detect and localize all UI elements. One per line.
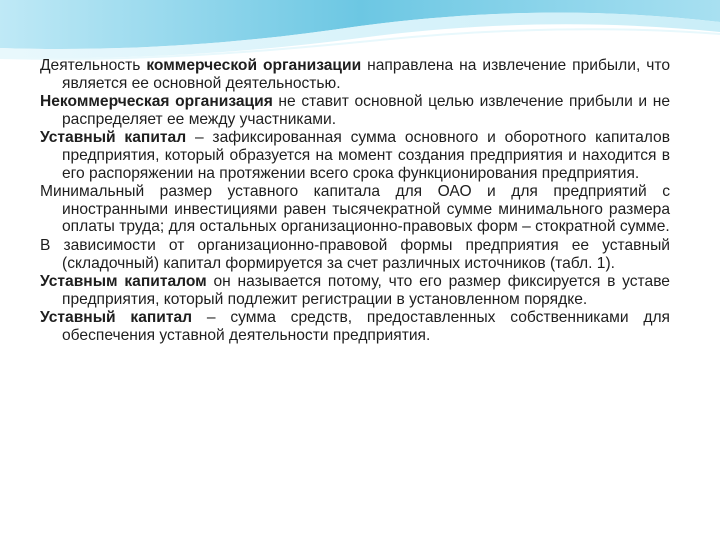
paragraph-minimum-capital bbox=[40, 183, 670, 236]
paragraph-2-text: не ставит основной целью извлечение прибыли и не распределяет ее между участниками. bbox=[62, 93, 671, 128]
paragraph-6-term: Уставным капиталом bbox=[40, 273, 207, 291]
paragraph-3-text: – зафиксированная сумма основного и оборотного капиталов предприятия, который образуется на момент создания предприятия и находится в его распоряжении на протяжении всего срока функционирования предприятия. bbox=[62, 129, 670, 182]
paragraph-charter-capital-sum bbox=[40, 309, 670, 344]
paragraph-charter-naming bbox=[40, 273, 670, 308]
paragraph-6-text: он называется потому, что его размер фиксируется в уставе предприятия, который подлежит регистрации в установленном порядке. bbox=[62, 273, 670, 308]
paragraph-1-prefix: Деятельность bbox=[40, 57, 147, 74]
paragraph-7-term: Уставный капитал bbox=[40, 309, 193, 327]
paragraph-2-term: Некоммерческая организация bbox=[40, 93, 273, 111]
paragraph-capital-sources bbox=[40, 237, 670, 272]
paragraph-4-text: Минимальный размер уставного капитала для ОАО и для предприятий с иностранными инвестициями равен тысячекратной сумме минимального размера оплаты труда; для остальных организационно-правовых форм – стократной сумме. bbox=[40, 183, 670, 236]
paragraph-5-text: В зависимости от организационно-правовой формы предприятия ее уставный (складочный) капитал формируется за счет различных источников (табл. 1). bbox=[40, 236, 670, 272]
paragraph-charter-capital-definition bbox=[40, 129, 670, 182]
paragraph-noncommercial-org bbox=[40, 93, 670, 128]
paragraph-1-bold: коммерческой организации bbox=[146, 57, 362, 74]
slide-body bbox=[40, 57, 670, 346]
paragraph-1-suffix: направлена на извлечение прибыли, что является ее основной деятельностью. bbox=[62, 57, 670, 92]
paragraph-3-term: Уставный капитал bbox=[40, 129, 187, 147]
paragraph-commercial-org bbox=[40, 57, 670, 92]
paragraph-7-text: – сумма средств, предоставленных собственниками для обеспечения уставной деятельности предприятия. bbox=[62, 309, 670, 344]
